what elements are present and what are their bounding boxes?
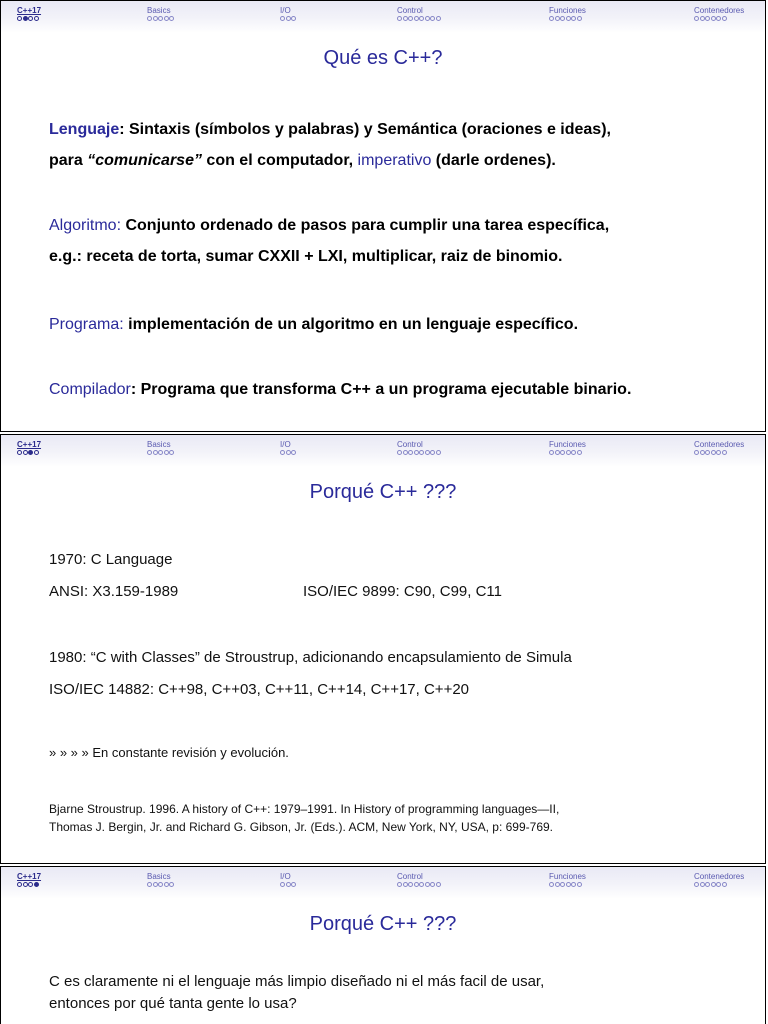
nav-section-control[interactable]: Control — [397, 873, 441, 889]
nav-progress-dots — [397, 882, 441, 889]
definition-programa: Programa: implementación de un algoritmo en un lenguaje específico. — [49, 316, 579, 333]
nav-section-basics[interactable]: Basics — [147, 873, 175, 889]
nav-progress-dots — [280, 450, 297, 457]
nav-progress-dots — [397, 450, 441, 457]
slide-navigation-bar — [1, 435, 765, 467]
nav-progress-dots — [397, 16, 441, 23]
nav-progress-dots — [549, 882, 586, 889]
reference-citation: Bjarne Stroustrup. 1996. A history of C++: 1979–1991. In History of programming languages—II, Thomas J. Bergin, Jr. and Richard G. Gibson, Jr. (Eds.). ACM, New York, NY, USA, p: 699-769. — [49, 802, 560, 834]
history-line-ansi: ANSI: X3.159-1989 ISO/IEC 9899: C90, C99, C11 — [49, 583, 502, 600]
nav-section-contenedores[interactable]: Contenedores — [694, 441, 744, 457]
nav-section-basics[interactable]: Basics — [147, 441, 175, 457]
nav-section-io[interactable]: I/O — [280, 7, 297, 23]
slide-title: Porqué C++ ??? — [309, 913, 457, 935]
nav-section-contenedores[interactable]: Contenedores — [694, 873, 744, 889]
nav-section-cpp17[interactable]: C++17 — [17, 7, 41, 23]
slide-1 — [0, 0, 766, 432]
nav-section-io[interactable]: I/O — [280, 873, 297, 889]
nav-progress-dots — [694, 450, 744, 457]
nav-progress-dots — [17, 450, 41, 457]
history-line-1970: 1970: C Language — [49, 551, 173, 568]
history-line-iso-cpp: ISO/IEC 14882: C++98, C++03, C++11, C++14, C++17, C++20 — [49, 681, 470, 698]
nav-progress-dots — [147, 450, 175, 457]
definition-compilador: Compilador: Programa que transforma C++ a un programa ejecutable binario. — [49, 381, 632, 398]
nav-section-funciones[interactable]: Funciones — [549, 441, 586, 457]
slide-navigation-bar — [1, 867, 765, 899]
nav-section-basics[interactable]: Basics — [147, 7, 175, 23]
slide-3 — [0, 866, 766, 1024]
nav-progress-dots — [549, 450, 586, 457]
slide-navigation-bar — [1, 1, 765, 33]
nav-progress-dots — [17, 16, 41, 23]
nav-progress-dots — [17, 882, 41, 889]
slide-2 — [0, 434, 766, 864]
nav-section-contenedores[interactable]: Contenedores — [694, 7, 744, 23]
nav-section-funciones[interactable]: Funciones — [549, 873, 586, 889]
nav-section-control[interactable]: Control — [397, 7, 441, 23]
history-line-1980: 1980: “C with Classes” de Stroustrup, adicionando encapsulamiento de Simula — [49, 649, 572, 666]
definition-algoritmo: Algoritmo: Conjunto ordenado de pasos para cumplir una tarea específica, e.g.: receta de torta, sumar CXXII + LXI, multiplicar, raiz de binomio. — [49, 217, 610, 265]
definition-lenguaje: Lenguaje: Sintaxis (símbolos y palabras) y Semántica (oraciones e ideas), para “comunicarse” con el computador, imperativo (darle ordenes). — [49, 121, 611, 169]
nav-progress-dots — [280, 882, 297, 889]
nav-section-cpp17[interactable]: C++17 — [17, 441, 41, 457]
slide-title: Porqué C++ ??? — [309, 481, 457, 503]
nav-progress-dots — [147, 882, 175, 889]
history-line-revision: » » » » En constante revisión y evolución. — [49, 745, 289, 760]
nav-section-control[interactable]: Control — [397, 441, 441, 457]
question-text: C es claramente ni el lenguaje más limpio diseñado ni el más facil de usar, entonces por qué tanta gente lo usa? — [49, 973, 545, 1012]
nav-progress-dots — [147, 16, 175, 23]
nav-section-io[interactable]: I/O — [280, 441, 297, 457]
nav-section-cpp17[interactable]: C++17 — [17, 873, 41, 889]
nav-progress-dots — [549, 16, 586, 23]
nav-progress-dots — [694, 882, 744, 889]
nav-section-funciones[interactable]: Funciones — [549, 7, 586, 23]
nav-progress-dots — [280, 16, 297, 23]
slide-title: Qué es C++? — [323, 47, 443, 69]
nav-progress-dots — [694, 16, 744, 23]
